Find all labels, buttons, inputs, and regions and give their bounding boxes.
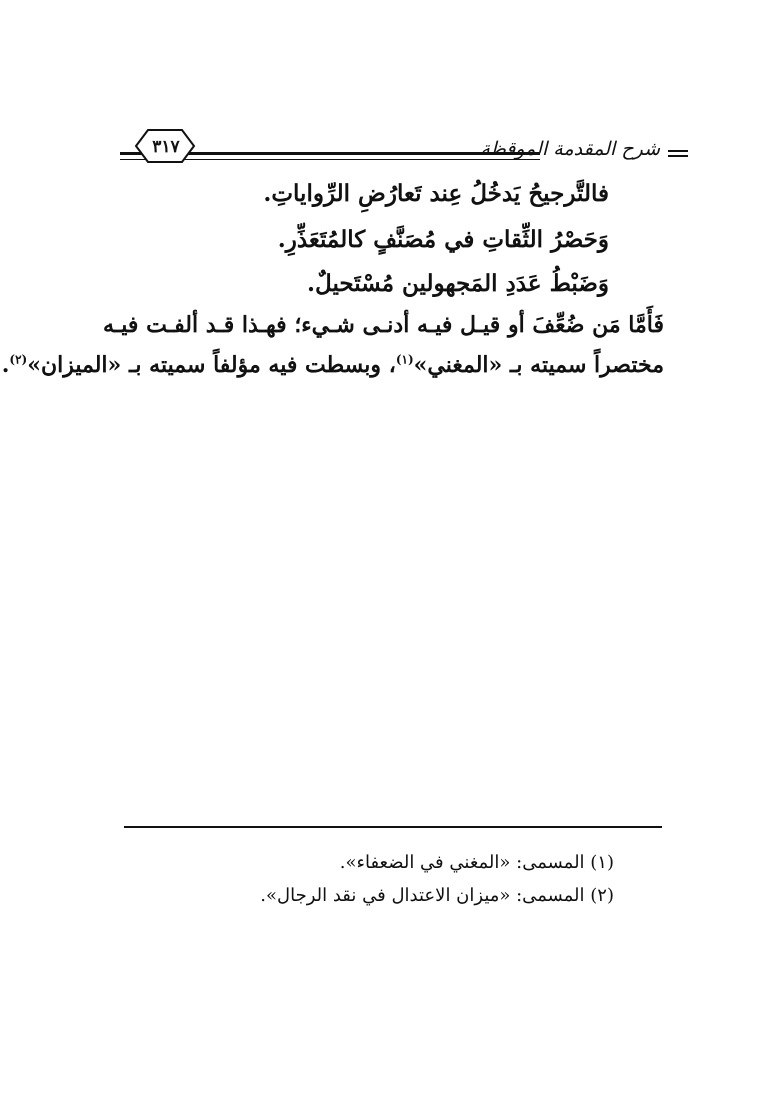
footnote-ref-1: (١) bbox=[395, 352, 414, 367]
footnote-1: (١) المسمى: «المغني في الضعفاء». bbox=[339, 852, 614, 873]
footnote-separator bbox=[124, 826, 662, 828]
verse-line-2: وَحَصْرُ الثِّقاتِ في مُصَنَّفٍ كالمُتَعَذِّرِ. bbox=[277, 226, 609, 253]
running-title: شرح المقدمة الموقظة bbox=[480, 138, 660, 160]
header-dash bbox=[668, 150, 688, 157]
footnote-2: (٢) المسمى: «ميزان الاعتدال في نقد الرجال». bbox=[260, 885, 614, 906]
prose-line-1: فَأَمَّا مَن ضُعِّفَ أو قيـل فيـه أدنـى شـيء؛ فهـذا قـد ألفـت فيـه bbox=[103, 312, 664, 338]
footnote-ref-2: (٢) bbox=[9, 352, 28, 367]
verse-line-3: وَضَبْطُ عَدَدِ المَجهولين مُسْتَحيلٌ. bbox=[307, 270, 609, 297]
prose-line-2 bbox=[1, 352, 664, 378]
prose-text-b: ، وبسطت فيه مؤلفاً سميته بـ «الميزان» bbox=[27, 352, 396, 378]
prose-text-end: . bbox=[1, 352, 10, 378]
prose-text-a: مختصراً سميته بـ «المغني» bbox=[413, 352, 664, 378]
verse-line-1: فالتَّرجيحُ يَدخُلُ عِند تَعارُضِ الرِّواياتِ. bbox=[263, 180, 609, 207]
page-number: ٣١٧ bbox=[152, 137, 180, 157]
